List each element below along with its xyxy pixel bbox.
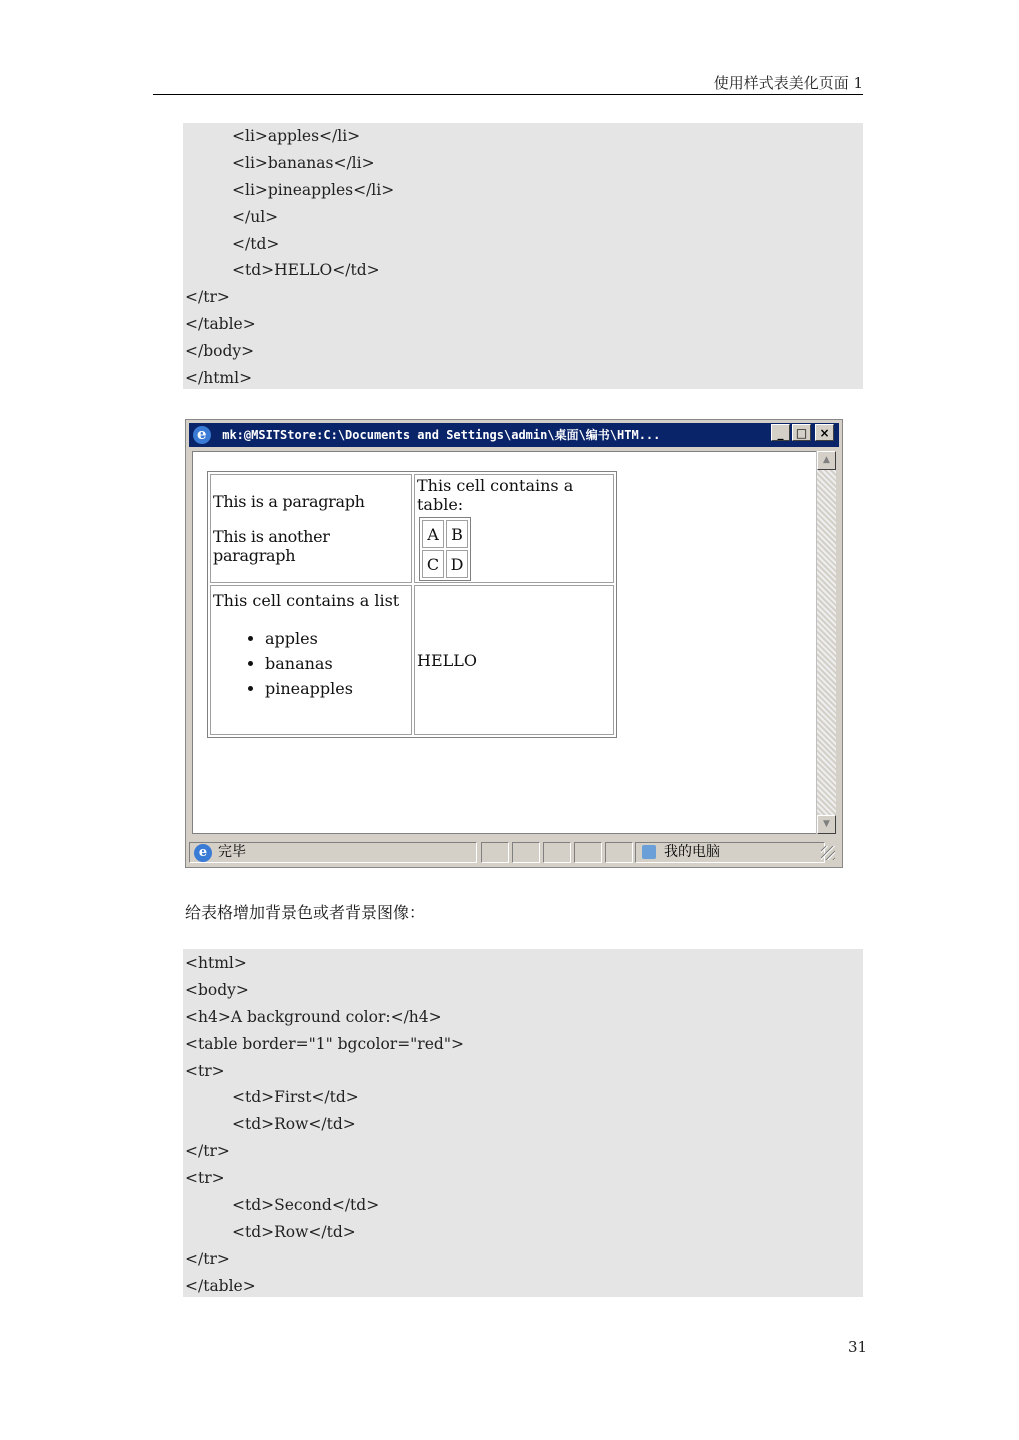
status-zone-pane: [635, 842, 825, 863]
ie-icon: e: [193, 426, 211, 444]
code-line: <body>: [185, 980, 249, 999]
code-line: </table>: [185, 1276, 256, 1295]
code-line: </td>: [232, 234, 280, 253]
page-header-title: 使用样式表美化页面 1: [713, 74, 863, 92]
list-cell: [210, 585, 412, 735]
code-line: <li>apples</li>: [232, 127, 361, 145]
code-block-2: [183, 949, 863, 1297]
code-block-1: [183, 123, 863, 389]
close-button[interactable]: ×: [815, 424, 834, 441]
code-line: <h4>A background color:</h4>: [185, 1007, 442, 1026]
window-title: mk:@MSITStore:C:\Documents and Settings\admin\桌面\编书\HTM...: [222, 428, 661, 442]
demo-table: [207, 471, 617, 738]
code-line: <td>HELLO</td>: [232, 261, 380, 280]
nested-table-cell: [414, 474, 614, 583]
paragraph-1: This is a paragraph: [213, 492, 365, 511]
code-line: </html>: [185, 369, 253, 388]
paragraph-2: This is another paragraph: [213, 527, 330, 565]
browser-content-area: [192, 451, 818, 834]
status-text: 完毕: [218, 844, 246, 860]
status-segment: [543, 842, 571, 863]
inner-cell: A: [422, 520, 444, 548]
table-caption: This cell contains a table:: [417, 476, 574, 514]
status-main-pane: [189, 842, 477, 863]
paragraph-cell: [210, 474, 412, 583]
code-line: <tr>: [185, 1061, 225, 1080]
list-caption: This cell contains a list: [213, 591, 400, 610]
status-bar: [189, 840, 839, 864]
inner-table: [419, 517, 471, 581]
resize-grip-icon[interactable]: [821, 846, 835, 860]
page-done-icon: e: [194, 844, 212, 862]
code-line: <td>First</td>: [232, 1088, 359, 1107]
code-line: </tr>: [185, 1142, 230, 1161]
code-line: <tr>: [185, 1169, 225, 1188]
inner-cell: D: [446, 550, 468, 578]
page-number: 31: [848, 1338, 868, 1356]
status-zone-text: 我的电脑: [664, 844, 720, 860]
fruit-list: [213, 626, 409, 701]
code-line: <td>Row</td>: [232, 1115, 356, 1134]
status-segment: [481, 842, 509, 863]
browser-window-screenshot: [185, 419, 843, 868]
code-line: </tr>: [185, 288, 230, 307]
code-line: <table border="1" bgcolor="red">: [185, 1034, 464, 1053]
list-item: • bananas: [265, 651, 409, 676]
inner-cell: C: [422, 550, 444, 578]
list-item: • pineapples: [265, 676, 409, 701]
section-heading: 给表格增加背景色或者背景图像：: [185, 903, 426, 922]
window-titlebar: [189, 423, 839, 447]
status-segment: [512, 842, 540, 863]
code-line: </tr>: [185, 1249, 230, 1268]
header-rule: [153, 94, 863, 95]
vertical-scrollbar[interactable]: [816, 451, 836, 834]
maximize-button[interactable]: □: [792, 424, 811, 441]
list-item: • apples: [265, 626, 409, 651]
inner-cell: B: [446, 520, 468, 548]
code-line: </table>: [185, 315, 256, 334]
code-line: </ul>: [232, 207, 279, 226]
code-line: </body>: [185, 342, 255, 361]
code-line: <td>Second</td>: [232, 1196, 380, 1215]
code-line: <html>: [185, 954, 247, 972]
hello-cell: HELLO: [414, 585, 614, 735]
status-segment: [605, 842, 633, 863]
code-line: <td>Row</td>: [232, 1222, 356, 1241]
scroll-down-button[interactable]: ▼: [817, 815, 836, 834]
code-line: <li>pineapples</li>: [232, 180, 395, 199]
code-line: <li>bananas</li>: [232, 153, 375, 172]
minimize-button[interactable]: _: [771, 424, 790, 441]
scroll-up-button[interactable]: ▲: [817, 451, 836, 470]
status-segment: [574, 842, 602, 863]
computer-icon: [642, 845, 656, 859]
